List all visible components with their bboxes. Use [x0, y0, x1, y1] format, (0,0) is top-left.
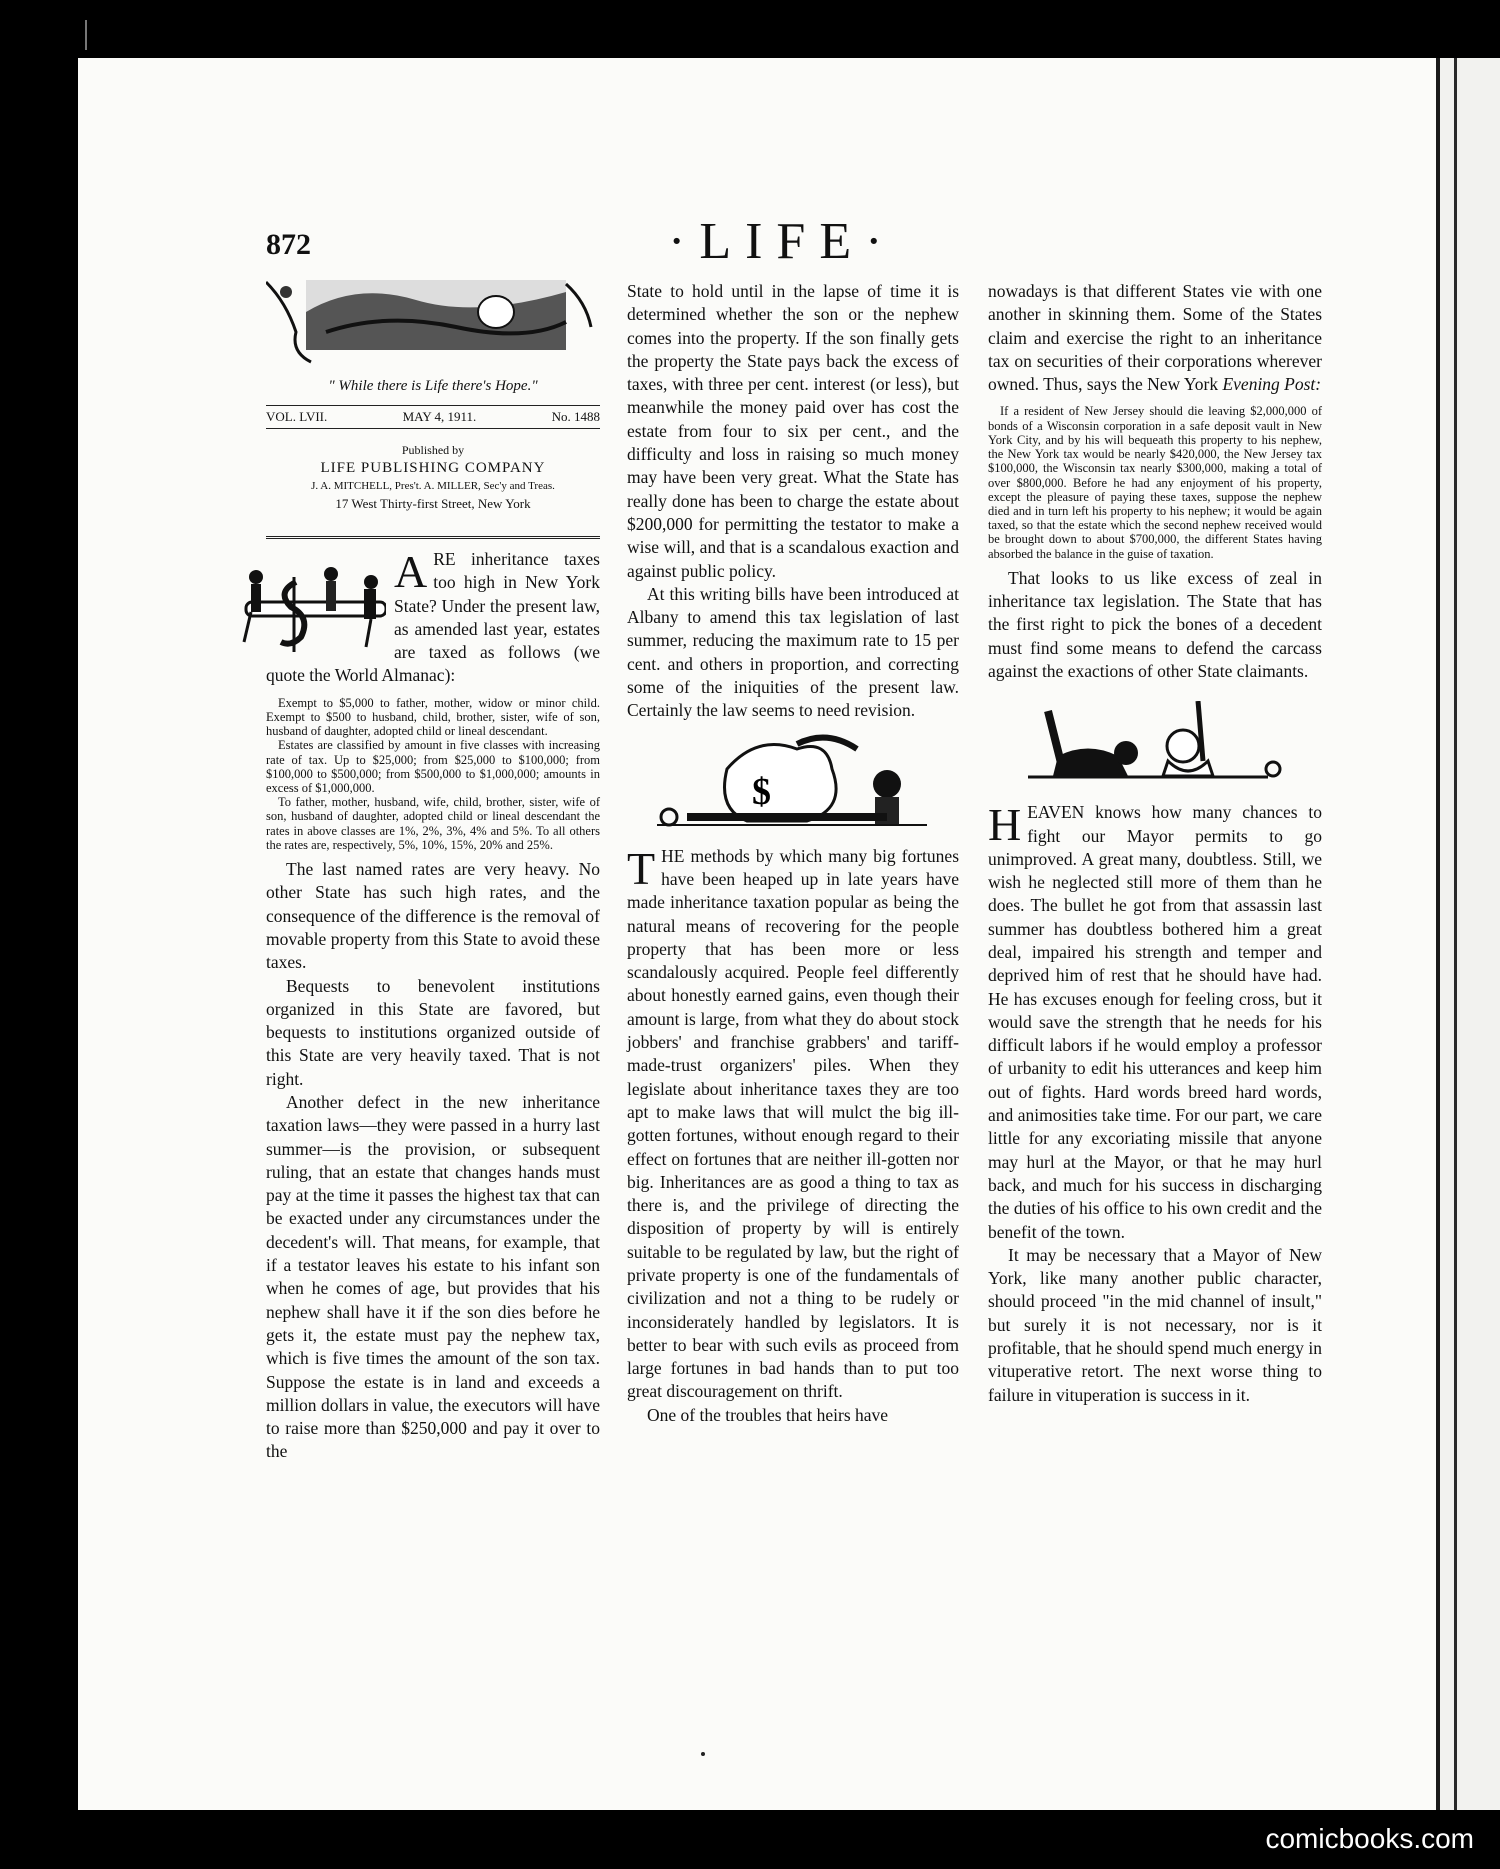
body-paragraph: nowadays is that different States vie with one another in skinning them. Some of the States claim and exercise the right to an inheritance tax on securities of their corporations wherever owned. Thus, says the New York	[988, 281, 1322, 395]
publisher-address: 17 West Thirty-first Street, New York	[335, 496, 531, 511]
scan-edge-mark	[85, 20, 97, 50]
publisher-officers: J. A. MITCHELL, Pres't. A. MILLER, Sec'y and Treas.	[311, 480, 555, 492]
publisher-block	[266, 441, 600, 513]
body-paragraph: One of the troubles that heirs have	[647, 1404, 889, 1425]
body-paragraph: The last named rates are very heavy. No other State has such high rates, and the consequence of the difference is the removal of movable property from this State to avoid these taxes.	[266, 859, 600, 973]
quote-paragraph: To father, mother, husband, wife, child, brother, sister, wife of son, husband of daughter, adopted child or lineal descendant the rates in above classes are 1%, 2%, 3%, 4% and 5%. To all others the rates are, respectively, 5%, 10%, 15%, 20% and 25%.	[266, 795, 600, 852]
masthead-motto: " While there is Life there's Hope."	[328, 378, 538, 394]
almanac-quote	[266, 696, 600, 852]
moneybag-cartoon-illustration	[657, 729, 959, 837]
body-paragraph: At this writing bills have been introduced at Albany to amend this tax legislation of last summer, reducing the maximum rate to 15 per cent. and others in proportion, and correcting some of the iniquities of the present law. Certainly the law seems to need revision.	[627, 583, 959, 721]
column-1	[266, 548, 600, 1464]
volume-label: VOL. LVII.	[266, 409, 328, 424]
scan-speck	[701, 1752, 705, 1756]
header-divider	[266, 536, 600, 539]
publisher-name: LIFE PUBLISHING COMPANY	[320, 460, 546, 476]
body-paragraph: Another defect in the new inheritance taxation laws—they were passed in a hurry last summer—is the provision, or subsequent ruling, that an estate that changes hands must pay at the time it passes the highest tax that can be exacted under any circumstances under the decedent's will. That means, for example, that if a testator leaves his estate to his infant son when he comes of age, but provides that his nephew shall have it if the son dies before he gets it, the estate must pay the nephew tax, which is five times the amount of the son tax. Suppose the estate is in land and exceeds a million dollars in value, the executors will have to raise more than $250,000 and pay it over to the	[266, 1091, 600, 1462]
drop-cap-h: H	[988, 799, 1022, 851]
body-paragraph: It may be necessary that a Mayor of New York, like many another public character, should proceed "in the mid channel of insult," but surely it is not necessary, nor is it profitable, that he should spend much energy in vituperative retort. The next worse thing to failure in vituperation is success in it.	[988, 1244, 1322, 1405]
issue-number: No. 1488	[551, 409, 600, 424]
quote-source: Evening Post:	[1222, 374, 1322, 395]
quote-paragraph: Exempt to $5,000 to father, mother, widow or minor child. Exempt to $500 to husband, child, brother, sister, wife of son, husband of daughter, adopted child or lineal descendant.	[266, 695, 600, 739]
body-paragraph: EAVEN knows how many chances to fight our Mayor permits to go unimproved. A great many, doubtless. Still, we wish he neglected still more of them than he does. The bullet he got from that assassin last summer has doubtless bothered him a great deal, impaired his strength and temper and deprived him of rest that he should have had. He has excuses enough for feeling cross, but it would save the strength that he needs for his difficult labors if he would employ a professor of urbanity to edit his utterances and keep him out of fights. Hard words breed hard words, and animosities take time. For our part, we care little for any excoriating missile that anyone may hurl at the Mayor, or that he may hurl back, and much for his success in discharging the duties of his office to his own credit and the benefit of the town.	[988, 802, 1322, 1242]
quote-paragraph: If a resident of New Jersey should die leaving $2,000,000 of bonds of a Wisconsin corporation in a safe deposit vault in New York City, and by his will bequeath this property to his nephew, the New York tax would be nearly $420,000, the New Jersey tax $100,000, the Wisconsin tax nearly $300,000, making a total of over $800,000. Before he had any enjoyment of his property, except the pleasure of paying these taxes, suppose the nephew died and in turn left his property to his nephew; it would be again taxed, so that the estate which the second nephew received would be brought down to about $700,000, the different States having absorbed the balance in the guise of taxation.	[988, 404, 1322, 561]
column-2	[627, 280, 959, 1427]
tax-cartoon-illustration	[236, 552, 386, 660]
masthead-illustration	[266, 272, 600, 372]
quote-paragraph: Estates are classified by amount in five classes with increasing rate of tax. Up to $25,000; from $25,000 to $100,000; from $100,000 to $500,000; from $500,000 to $1,000,000; amounts in excess of $1,000,000.	[266, 738, 600, 795]
evening-post-quote	[988, 404, 1322, 560]
published-by-label: Published by	[401, 443, 465, 457]
cat-cartoon-illustration	[1008, 701, 1322, 791]
issue-date: MAY 4, 1911.	[402, 409, 477, 424]
body-paragraph: That looks to us like excess of zeal in inheritance tax legislation. The State that has the first right to pick the bones of a decedent must find some means to defend the carcass against the exactions of other State claimants.	[988, 567, 1322, 681]
article-intro: RE inheritance taxes too high in New York State? Under the present law, as amended last year, estates are taxed as follows (we quote the World Almanac):	[266, 549, 600, 686]
column-3	[988, 280, 1322, 1407]
masthead-title: ·LIFE·	[668, 213, 897, 270]
body-paragraph: Bequests to benevolent institutions organized in this State are favored, but bequests to institutions organized outside of this State are very heavily taxed. That is not right.	[266, 975, 600, 1089]
page-number: 872	[266, 228, 311, 261]
body-paragraph: State to hold until in the lapse of time it is determined whether the son or the nephew comes into the property. If the son finally gets the property the State pays back the excess of taxes, with three per cent. interest (or less), but meanwhile the money paid over has cost the estate from four to six per cent., and the difficulty and loss in raising so much money may have been very great. What the State has really done has been to charge the estate about $200,000 for permitting the testator to make a wise will, and that is a scandalous exaction and against public policy.	[627, 281, 959, 581]
watermark: comicbooks.com	[1265, 1823, 1474, 1854]
drop-cap-t: T	[627, 842, 656, 894]
svg-text:$: $	[752, 770, 771, 813]
facing-page-edge	[1440, 58, 1500, 1810]
body-paragraph: HE methods by which many big fortunes have been heaped up in late years have made inheritance taxation popular as being the natural means of recovering for the people property that has been more or less scandalously acquired. People feel differently about honestly earned gains, even though their amount is large, from what they do about stock jobbers' and franchise grabbers' and tariff-made-trust organizers' piles. When they legislate about inheritance taxes they are too apt to make laws that will mulct the big ill-gotten fortunes, without enough regard to their effect on fortunes that are neither ill-gotten nor big. Inheritances are as good a thing to tax as there is, and the privilege of directing the disposition of property by will is entirely suitable to be regulated by law, but the right of private property is one of the fundamentals of civilization and not a thing to be rudely or inconsiderately handled by legislators. It is better to bear with such evils as proceed from large fortunes in bad hands than to put too great discouragement on thrift.	[627, 845, 959, 1402]
issue-line	[266, 405, 600, 429]
drop-cap-a: A	[394, 546, 428, 597]
